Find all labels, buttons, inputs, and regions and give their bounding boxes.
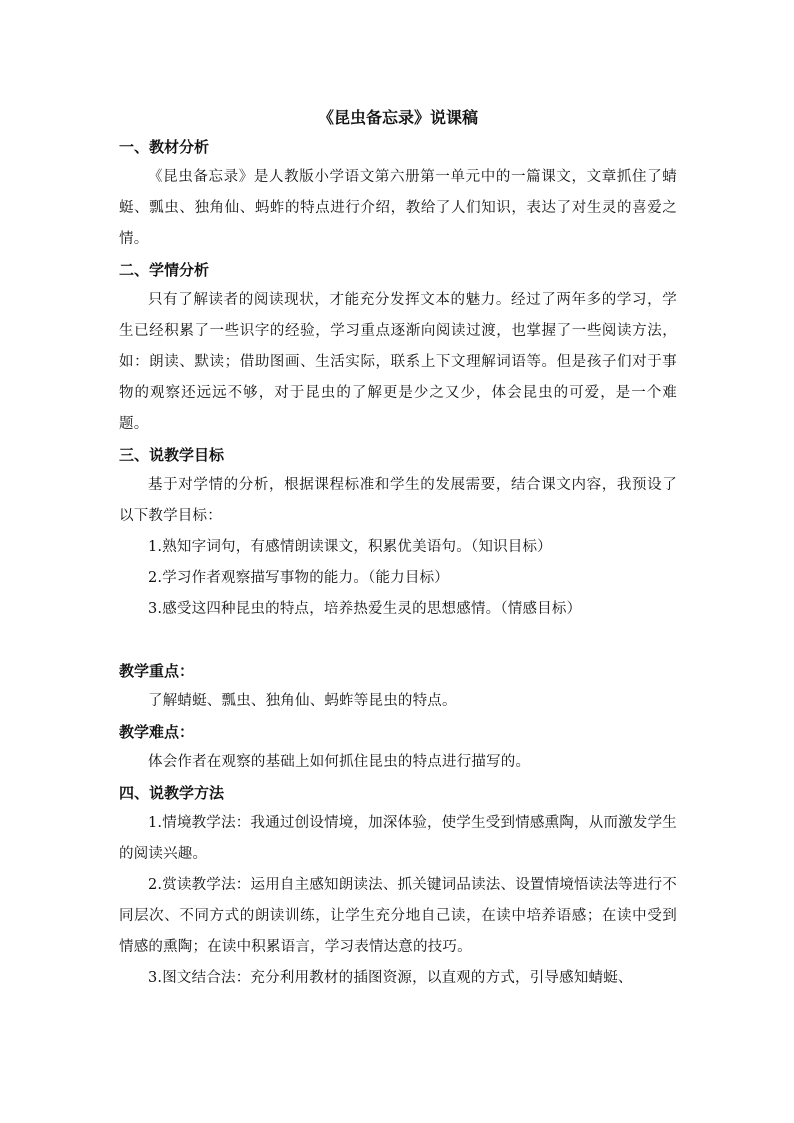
difficulty-label: 教学难点： bbox=[119, 723, 195, 741]
section-heading-textbook-analysis: 一、教材分析 bbox=[119, 138, 210, 156]
key-point-text: 了解蜻蜓、瓢虫、独角仙、蚂蚱等昆虫的特点。 bbox=[148, 693, 457, 709]
section-heading-teaching-objectives: 三、说教学目标 bbox=[119, 446, 225, 464]
objective-item: 3.感受这四种昆虫的特点，培养热爱生灵的思想感情。（情感目标） bbox=[148, 601, 582, 617]
document-page bbox=[119, 104, 677, 994]
difficulty-text: 体会作者在观察的基础上如何抓住昆虫的特点进行描写的。 bbox=[148, 754, 531, 770]
section-paragraph: 基于对学情的分析，根据课程标准和学生的发展需要，结合课文内容，我预设了以下教学目标： bbox=[119, 477, 677, 524]
method-item: 3.图文结合法：充分利用教材的插图资源，以直观的方式，引导感知蜻蜓、 bbox=[148, 970, 633, 986]
section-heading-teaching-methods: 四、说教学方法 bbox=[119, 784, 225, 802]
section-paragraph: 只有了解读者的阅读现状，才能充分发挥文本的魅力。经过了两年多的学习，学生已经积累了一些识字的经验，学习重点逐渐向阅读过渡，也掌握了一些阅读方法，如：朗读、默读；借助图画、生活实际，联系上下文理解词语等。但是孩子们对于事物的观察还远远不够，对于昆虫的了解更是少之又少，体会昆虫的可爱，是一个难题。 bbox=[119, 292, 677, 432]
section-heading-student-analysis: 二、学情分析 bbox=[119, 261, 210, 279]
objective-item: 1.熟知字词句，有感情朗读课文，积累优美语句。（知识目标） bbox=[148, 539, 552, 555]
key-point-label: 教学重点： bbox=[119, 662, 195, 680]
section-paragraph: 《昆虫备忘录》是人教版小学语文第六册第一单元中的一篇课文，文章抓住了蜻蜓、瓢虫、独角仙、蚂蚱的特点进行介绍，教给了人们知识，表达了对生灵的喜爱之情。 bbox=[119, 169, 677, 247]
objective-item: 2.学习作者观察描写事物的能力。（能力目标） bbox=[148, 570, 449, 586]
blank-line bbox=[119, 625, 677, 656]
document-title: 《昆虫备忘录》说课稿 bbox=[317, 108, 478, 127]
method-item: 1.情境教学法：我通过创设情境，加深体验，使学生受到情感熏陶，从而激发学生的阅读兴趣。 bbox=[119, 815, 677, 862]
method-item: 2.赏读教学法：运用自主感知朗读法、抓关键词品读法、设置情境悟读法等进行不同层次、不同方式的朗读训练，让学生充分地自己读，在读中培养语感；在读中受到情感的熏陶；在读中积累语言，学习表情达意的技巧。 bbox=[119, 877, 677, 955]
